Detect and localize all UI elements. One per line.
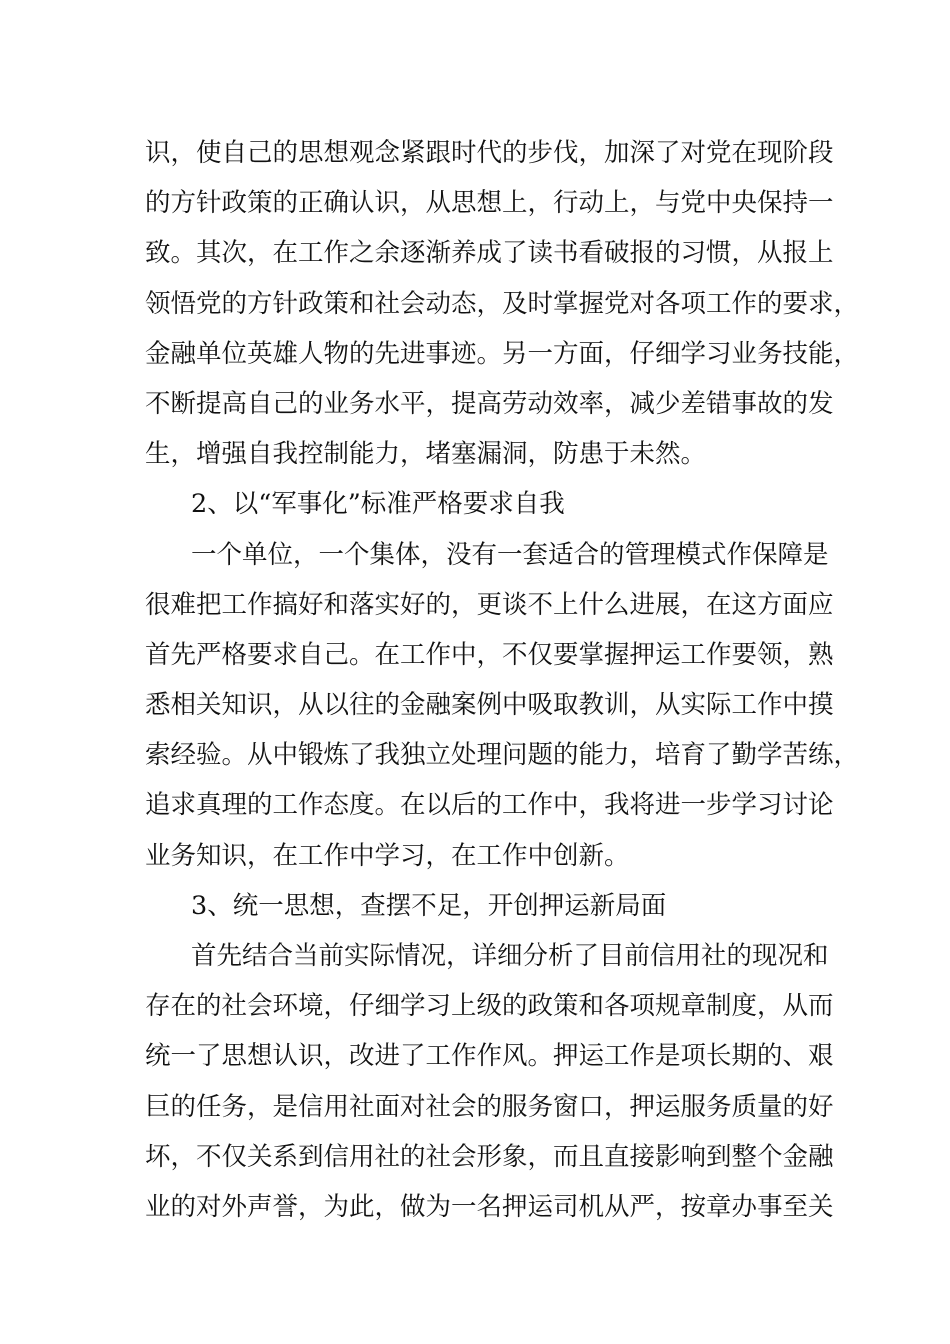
text-line: 的方针政策的正确认识，从思想上，行动上，与党中央保持一 [145, 188, 834, 219]
text-line: 业的对外声誉，为此，做为一名押运司机从严，按章办事至关 [145, 1191, 834, 1222]
text-line: 索经验。从中锻炼了我独立处理问题的能力，培育了勤学苦练， [145, 740, 860, 771]
text-line: 统一了思想认识，改进了工作作风。押运工作是项长期的、艰 [145, 1041, 834, 1072]
text-line: 悉相关知识，从以往的金融案例中吸取教训，从实际工作中摸 [145, 690, 834, 721]
text-line: 金融单位英雄人物的先进事迹。另一方面，仔细学习业务技能， [145, 338, 860, 369]
text-line: 业务知识，在工作中学习，在工作中创新。 [145, 840, 630, 871]
text-line: 致。其次，在工作之余逐渐养成了读书看破报的习惯，从报上 [145, 238, 834, 269]
text-line: 首先结合当前实际情况，详细分析了目前信用社的现况和 [191, 941, 829, 971]
body-text [145, 128, 860, 1232]
text-line: 很难把工作搞好和落实好的，更谈不上什么进展，在这方面应 [145, 589, 834, 620]
text-line: 存在的社会环境，仔细学习上级的政策和各项规章制度，从而 [145, 991, 834, 1022]
text-line: 一个单位，一个集体，没有一套适合的管理模式作保障是 [191, 539, 829, 570]
text-line: 首先严格要求自己。在工作中，不仅要掌握押运工作要领，熟 [145, 639, 834, 670]
section-heading: 2、以“军事化”标准严格要求自我 [191, 489, 565, 520]
text-line: 追求真理的工作态度。在以后的工作中，我将进一步学习讨论 [145, 790, 834, 821]
text-line: 坏，不仅关系到信用社的社会形象，而且直接影响到整个金融 [145, 1141, 834, 1172]
text-line: 生，增强自我控制能力，堵塞漏洞，防患于未然。 [145, 439, 707, 470]
text-line: 不断提高自己的业务水平，提高劳动效率，减少差错事故的发 [145, 388, 834, 419]
text-line: 领悟党的方针政策和社会动态，及时掌握党对各项工作的要求， [145, 288, 860, 319]
text-line: 识，使自己的思想观念紧跟时代的步伐，加深了对党在现阶段 [145, 138, 834, 168]
text-line: 巨的任务，是信用社面对社会的服务窗口，押运服务质量的好 [145, 1091, 834, 1122]
section-heading: 3、统一思想，查摆不足，开创押运新局面 [191, 890, 667, 921]
